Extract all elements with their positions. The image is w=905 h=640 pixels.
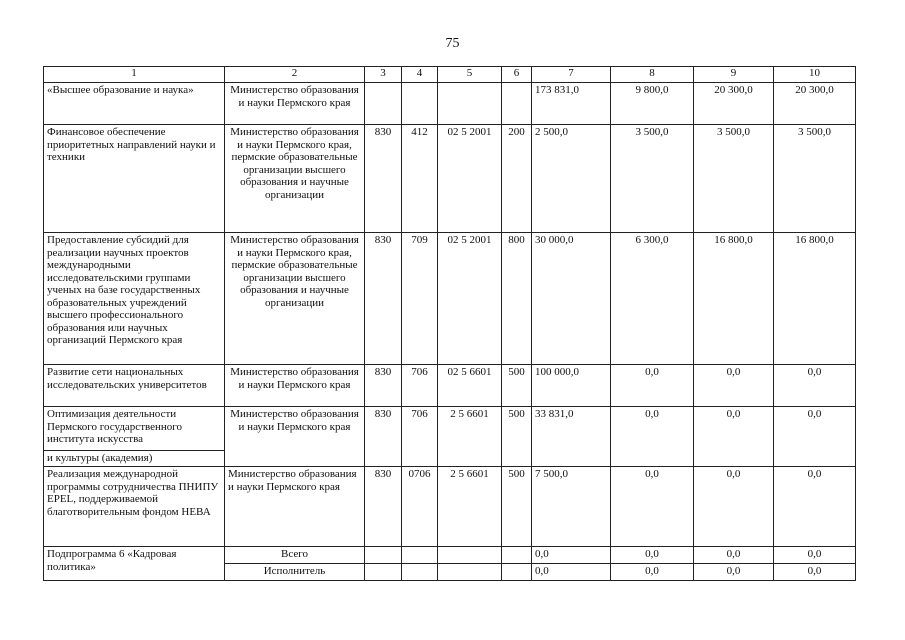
subprogram-name-cell: Подпрограмма 6 «Кадровая политика» bbox=[44, 547, 225, 581]
row-value-cell: 0,0 bbox=[774, 467, 856, 547]
column-header: 10 bbox=[774, 67, 856, 83]
row-code-cell: 02 5 6601 bbox=[438, 365, 502, 407]
row-value-cell: 6 300,0 bbox=[611, 233, 694, 365]
row-code-cell: 830 bbox=[365, 365, 402, 407]
row-name-cell: Оптимизация деятельности Пермского государственного института искусства bbox=[44, 407, 225, 451]
row-executor-cell: Министерство образования и науки Пермского края bbox=[225, 365, 365, 407]
row-executor-cell: Министерство образования и науки Пермского края, пермские образовательные организации высшего образования и научные организации bbox=[225, 233, 365, 365]
row-value-cell: 0,0 bbox=[611, 407, 694, 467]
row-value-cell: 20 300,0 bbox=[694, 83, 774, 125]
row-value-cell: 0,0 bbox=[774, 365, 856, 407]
row-value-cell: 0,0 bbox=[611, 365, 694, 407]
row-code-cell: 830 bbox=[365, 125, 402, 233]
table-row bbox=[44, 365, 856, 407]
row-name-continuation-cell: и культуры (академия) bbox=[44, 451, 225, 467]
column-header: 9 bbox=[694, 67, 774, 83]
row-executor-cell: Министерство образования и науки Пермского края bbox=[225, 407, 365, 467]
table-row bbox=[44, 467, 856, 547]
row-code-cell: 709 bbox=[402, 233, 438, 365]
row-value-cell: 0,0 bbox=[611, 547, 694, 564]
table-row bbox=[44, 125, 856, 233]
row-value-cell: 16 800,0 bbox=[694, 233, 774, 365]
row-value-cell: 0,0 bbox=[611, 564, 694, 581]
row-code-cell bbox=[402, 83, 438, 125]
row-code-cell bbox=[365, 564, 402, 581]
page-number: 75 bbox=[445, 36, 460, 51]
table-row bbox=[44, 407, 856, 451]
row-code-cell bbox=[365, 83, 402, 125]
row-value-cell: 7 500,0 bbox=[532, 467, 611, 547]
row-value-cell: 173 831,0 bbox=[532, 83, 611, 125]
row-code-cell: 500 bbox=[502, 365, 532, 407]
row-code-cell: 500 bbox=[502, 467, 532, 547]
row-code-cell: 830 bbox=[365, 467, 402, 547]
column-header: 8 bbox=[611, 67, 694, 83]
row-code-cell bbox=[502, 564, 532, 581]
row-executor-cell: Министерство образования и науки Пермского края bbox=[225, 83, 365, 125]
row-value-cell: 0,0 bbox=[774, 407, 856, 467]
row-name-cell: «Высшее образование и наука» bbox=[44, 83, 225, 125]
row-value-cell: 33 831,0 bbox=[532, 407, 611, 467]
column-header: 1 bbox=[44, 67, 225, 83]
table-header-row bbox=[44, 67, 856, 83]
table-row bbox=[44, 233, 856, 365]
subprogram-total-label: Всего bbox=[225, 547, 365, 564]
row-code-cell bbox=[502, 547, 532, 564]
row-value-cell: 0,0 bbox=[532, 564, 611, 581]
row-value-cell: 20 300,0 bbox=[774, 83, 856, 125]
column-header: 3 bbox=[365, 67, 402, 83]
row-code-cell bbox=[438, 547, 502, 564]
subprogram-executor-label: Исполнитель bbox=[225, 564, 365, 581]
column-header: 5 bbox=[438, 67, 502, 83]
row-code-cell: 02 5 2001 bbox=[438, 233, 502, 365]
row-code-cell bbox=[502, 83, 532, 125]
row-value-cell: 9 800,0 bbox=[611, 83, 694, 125]
row-value-cell: 100 000,0 bbox=[532, 365, 611, 407]
column-header: 7 bbox=[532, 67, 611, 83]
row-value-cell: 0,0 bbox=[694, 547, 774, 564]
row-code-cell bbox=[402, 564, 438, 581]
column-header: 4 bbox=[402, 67, 438, 83]
row-value-cell: 3 500,0 bbox=[611, 125, 694, 233]
budget-table bbox=[43, 66, 856, 581]
table-row bbox=[44, 83, 856, 125]
column-header: 2 bbox=[225, 67, 365, 83]
row-value-cell: 16 800,0 bbox=[774, 233, 856, 365]
row-name-cell: Финансовое обеспечение приоритетных направлений науки и техники bbox=[44, 125, 225, 233]
row-code-cell: 800 bbox=[502, 233, 532, 365]
row-value-cell: 0,0 bbox=[694, 365, 774, 407]
row-value-cell: 3 500,0 bbox=[694, 125, 774, 233]
row-code-cell: 830 bbox=[365, 407, 402, 467]
row-code-cell: 02 5 2001 bbox=[438, 125, 502, 233]
row-code-cell: 2 5 6601 bbox=[438, 407, 502, 467]
row-code-cell bbox=[438, 83, 502, 125]
row-name-cell: Предоставление субсидий для реализации научных проектов международными исследовательскими группами ученых на базе государственных образовательных учреждений высшего профессионального образования или научных организаций Пермского края bbox=[44, 233, 225, 365]
row-code-cell: 706 bbox=[402, 407, 438, 467]
row-executor-cell: Министерство образования и науки Пермского края bbox=[225, 467, 365, 547]
row-value-cell: 0,0 bbox=[611, 467, 694, 547]
column-header: 6 bbox=[502, 67, 532, 83]
row-value-cell: 0,0 bbox=[694, 564, 774, 581]
row-code-cell: 706 bbox=[402, 365, 438, 407]
row-code-cell bbox=[402, 547, 438, 564]
row-value-cell: 0,0 bbox=[694, 467, 774, 547]
row-value-cell: 0,0 bbox=[774, 564, 856, 581]
row-value-cell: 30 000,0 bbox=[532, 233, 611, 365]
row-code-cell: 830 bbox=[365, 233, 402, 365]
row-name-cell: Реализация международной программы сотрудничества ПНИПУ EPEL, поддерживаемой благотворительным фондом НЕВА bbox=[44, 467, 225, 547]
row-code-cell: 500 bbox=[502, 407, 532, 467]
row-code-cell bbox=[365, 547, 402, 564]
row-value-cell: 2 500,0 bbox=[532, 125, 611, 233]
row-code-cell bbox=[438, 564, 502, 581]
row-executor-cell: Министерство образования и науки Пермского края, пермские образовательные организации высшего образования и научные организации bbox=[225, 125, 365, 233]
row-name-cell: Развитие сети национальных исследовательских университетов bbox=[44, 365, 225, 407]
row-code-cell: 0706 bbox=[402, 467, 438, 547]
table-row bbox=[44, 547, 856, 564]
row-code-cell: 2 5 6601 bbox=[438, 467, 502, 547]
row-value-cell: 0,0 bbox=[532, 547, 611, 564]
row-code-cell: 200 bbox=[502, 125, 532, 233]
row-value-cell: 0,0 bbox=[694, 407, 774, 467]
row-value-cell: 0,0 bbox=[774, 547, 856, 564]
row-value-cell: 3 500,0 bbox=[774, 125, 856, 233]
row-code-cell: 412 bbox=[402, 125, 438, 233]
